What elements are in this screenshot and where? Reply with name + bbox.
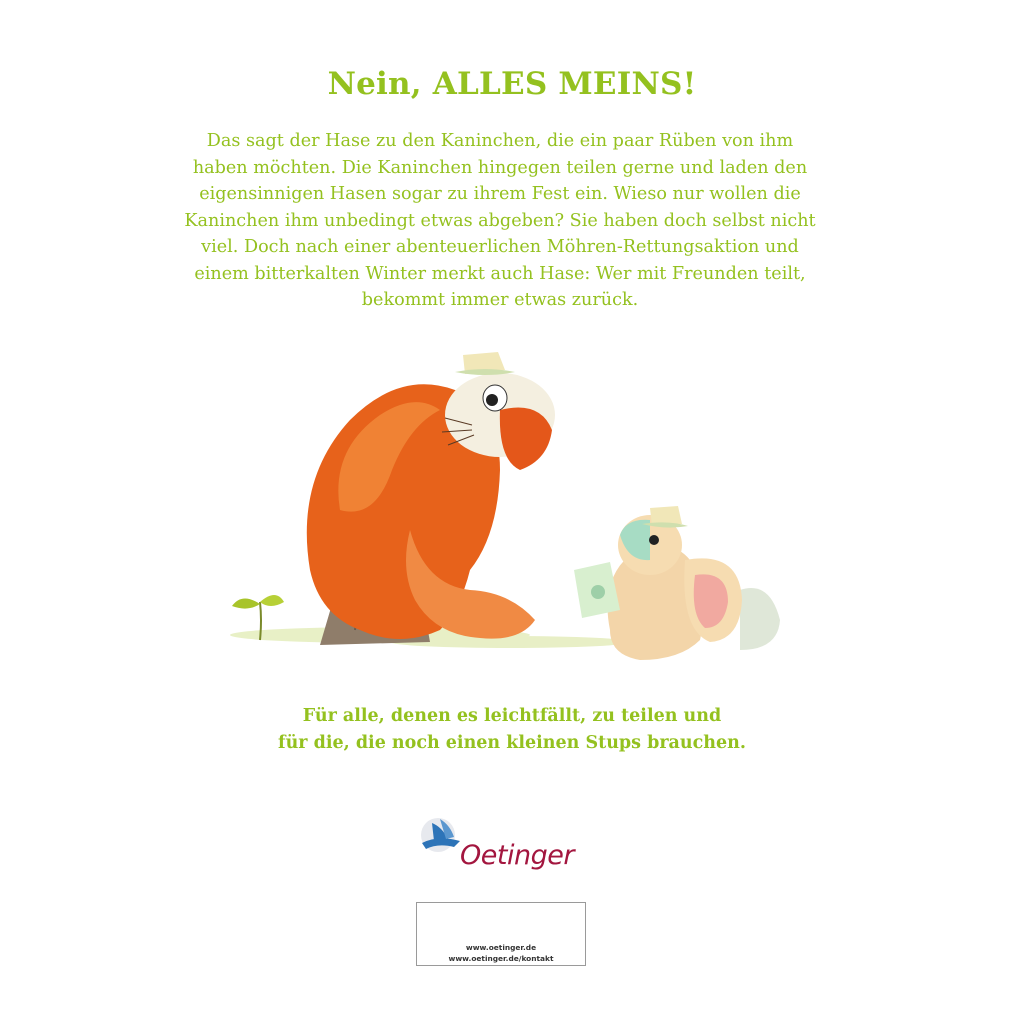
tagline (0, 703, 1024, 757)
blurb-line: Das sagt der Hase zu den Kaninchen, die ein paar Rüben von ihm (206, 131, 794, 151)
tagline-line: für die, die noch einen kleinen Stups brauchen. (278, 733, 746, 753)
book-title: Nein, ALLES MEINS! (327, 66, 697, 102)
blurb-line: bekommt immer etwas zurück. (361, 290, 639, 310)
tagline-line: Für alle, denen es leichtfällt, zu teilen und (302, 706, 722, 726)
contact-link[interactable]: www.oetinger.de/kontakt (448, 954, 554, 963)
hare-icon (307, 352, 555, 639)
blurb-text (170, 128, 830, 314)
publisher-name: Oetinger (460, 840, 574, 871)
blurb-line: Kaninchen ihm unbedingt etwas abgeben? Sie haben doch selbst nicht (184, 210, 816, 231)
illustration-hare-and-rabbit (180, 330, 800, 680)
publisher-logo (418, 813, 588, 883)
contact-box (416, 902, 586, 966)
rabbit-icon (574, 506, 780, 660)
blurb-line: haben möchten. Die Kaninchen hingegen teilen gerne und laden den (192, 157, 808, 178)
blurb-line: viel. Doch nach einer abenteuerlichen Möhren-Rettungsaktion und (201, 237, 799, 257)
blurb-line: eigensinnigen Hasen sogar zu ihrem Fest ein. Wieso nur wollen die (199, 184, 801, 204)
website-link[interactable]: www.oetinger.de (465, 943, 537, 952)
blurb-line: einem bitterkalten Winter merkt auch Hase: Wer mit Freunden teilt, (194, 263, 806, 284)
